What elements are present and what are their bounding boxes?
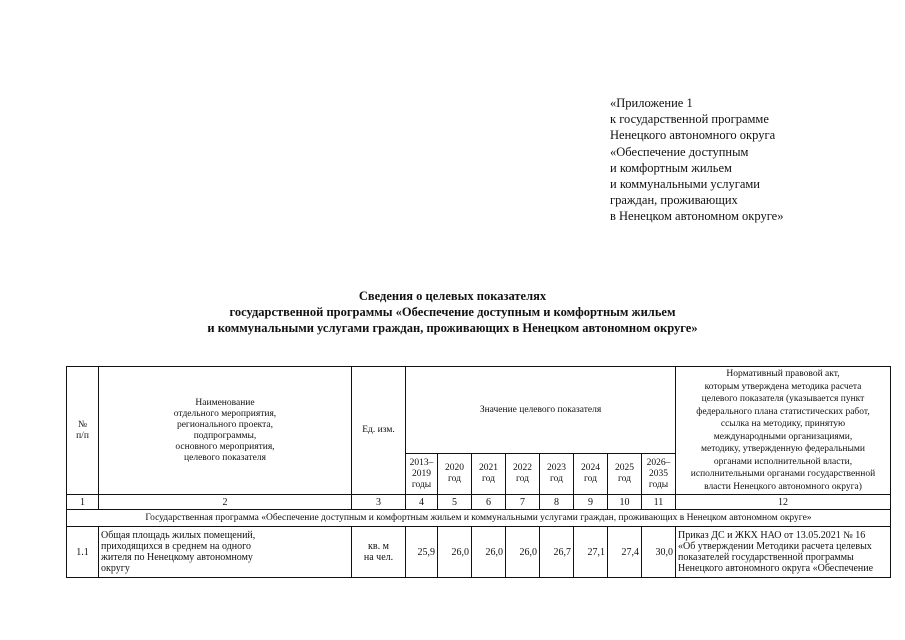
column-number: 10 [608, 495, 642, 510]
year-header: 2021 год [472, 454, 506, 495]
row-act: Приказ ДС и ЖКХ НАО от 13.05.2021 № 16 «Об утверждении Методики расчета целевых показателей государственной программы Ненецкого автономного округа «Обеспечение [676, 527, 891, 578]
row-name: Общая площадь жилых помещений, приходящихся в среднем на одного жителя по Ненецкому автономному округу [99, 527, 352, 578]
title-line-3: и коммунальными услугами граждан, проживающих в Ненецком автономном округе» [207, 321, 698, 335]
header-num: № п/п [67, 367, 99, 495]
year-header: 2025 год [608, 454, 642, 495]
row-value: 26,7 [540, 527, 574, 578]
year-header: 2020 год [438, 454, 472, 495]
row-value: 26,0 [472, 527, 506, 578]
row-value: 27,1 [574, 527, 608, 578]
title-line-1: Сведения о целевых показателях [358, 289, 547, 303]
year-header: 2024 год [574, 454, 608, 495]
row-value: 26,0 [438, 527, 472, 578]
year-header: 2013– 2019 годы [406, 454, 438, 495]
appendix-line: и комфортным жильем [610, 160, 732, 175]
row-unit: кв. м на чел. [352, 527, 406, 578]
appendix-line: и коммунальными услугами [610, 177, 760, 192]
title-line-2: государственной программы «Обеспечение доступным и комфортным жильем [229, 305, 676, 319]
appendix-line: «Обеспечение доступным [610, 144, 749, 159]
appendix-line: Ненецкого автономного округа [610, 128, 776, 143]
header-row [67, 367, 891, 454]
section-row [67, 510, 891, 527]
table-row [67, 527, 891, 578]
column-number: 5 [438, 495, 472, 510]
column-number: 9 [574, 495, 608, 510]
header-values: Значение целевого показателя [406, 367, 676, 454]
row-value: 26,0 [506, 527, 540, 578]
document-title [0, 288, 905, 336]
year-header: 2023 год [540, 454, 574, 495]
column-number: 2 [99, 495, 352, 510]
header-act: Нормативный правовой акт, которым утверждена методика расчета целевого показателя (указывается пункт федерального плана статистических работ, ссылка на методику, принятую международными организациями, методику, утвержденную федеральными органами исполнительной власти, исполнительными органами государственной власти Ненецкого автономного округа) [676, 367, 891, 495]
row-value: 25,9 [406, 527, 438, 578]
appendix-line: к государственной программе [610, 112, 769, 127]
header-name: Наименование отдельного мероприятия, регионального проекта, подпрограммы, основного мероприятия, целевого показателя [99, 367, 352, 495]
column-number: 7 [506, 495, 540, 510]
column-number: 12 [676, 495, 891, 510]
row-value: 30,0 [642, 527, 676, 578]
appendix-block [610, 95, 870, 225]
column-number: 1 [67, 495, 99, 510]
year-header: 2022 год [506, 454, 540, 495]
section-title: Государственная программа «Обеспечение доступным и комфортным жильем и коммунальными услугами граждан, проживающих в Ненецком автономном округе» [67, 510, 891, 527]
indicators-table [66, 366, 891, 578]
appendix-line: в Ненецком автономном округе» [610, 209, 784, 224]
appendix-line: «Приложение 1 [610, 96, 693, 110]
column-number: 11 [642, 495, 676, 510]
column-numbers-row [67, 495, 891, 510]
appendix-line: граждан, проживающих [610, 193, 738, 208]
header-unit: Ед. изм. [352, 367, 406, 495]
column-number: 8 [540, 495, 574, 510]
year-header: 2026– 2035 годы [642, 454, 676, 495]
column-number: 3 [352, 495, 406, 510]
row-num: 1.1 [67, 527, 99, 578]
column-number: 4 [406, 495, 438, 510]
row-value: 27,4 [608, 527, 642, 578]
column-number: 6 [472, 495, 506, 510]
